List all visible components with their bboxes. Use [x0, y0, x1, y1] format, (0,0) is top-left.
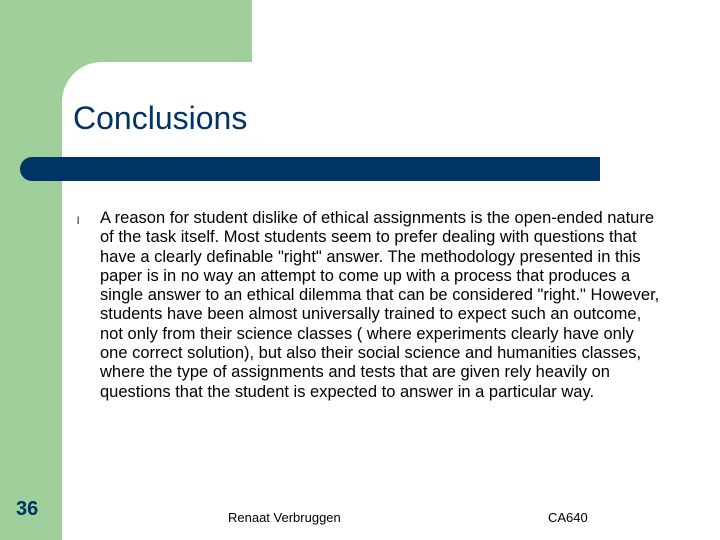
- slide-body-text: A reason for student dislike of ethical assignments is the open-ended nature of the task itself. Most students seem to prefer dealing with questions that have a clearly definable "right" answer. The methodology presented in this paper is in no way an attempt to come up with a process that produces a single answer to an ethical dilemma that can be considered "right." However, students have been almost universally trained to expect such an outcome, not only from their science classes ( where experiments clearly have only one correct solution), but also their social science and humanities classes, where the type of assignments and tests that are given rely heavily on questions that the student is expected to answer in a particular way.: [100, 209, 660, 401]
- title-underline-bar: [20, 157, 600, 181]
- slide-number: 36: [16, 498, 39, 520]
- footer-course: CA640: [548, 510, 588, 525]
- bullet-icon: l: [77, 216, 80, 227]
- slide-title: Conclusions: [73, 100, 248, 136]
- footer-author: Renaat Verbruggen: [228, 510, 341, 525]
